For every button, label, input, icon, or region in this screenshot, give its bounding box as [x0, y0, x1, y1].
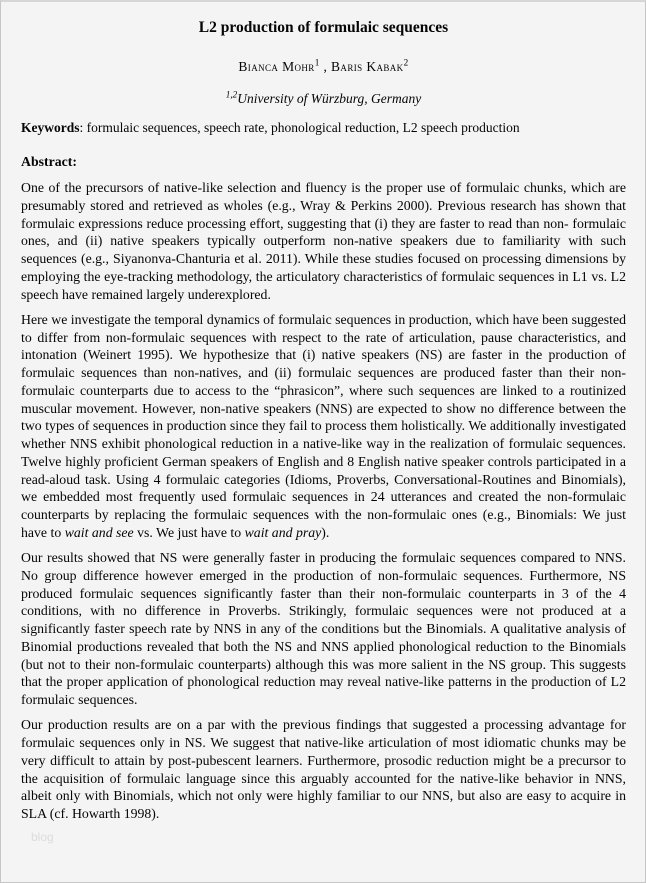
keywords-line: Keywords: formulaic sequences, speech rate, phonological reduction, L2 speech production	[21, 120, 520, 135]
watermark: blog	[31, 830, 54, 844]
abstract-paragraph-1: One of the precursors of native-like selection and fluency is the proper use of formulaic chunks, which are presumably stored and retrieved as wholes (e.g., Wray & Perkins 2000). Previous research has shown that formulaic expressions reduce processing effort, suggesting that (i) they are faster to read than non- formulaic ones, and (ii) native speakers typically outperform non-native speakers due to familiarity with such sequences (e.g., Siyanonva-Chanturia et al. 2011). While these studies focused on processing dimensions by employing the eye-tracking methodology, the articulatory characteristics of formulaic sequences in L1 vs. L2 speech have remained largely underexplored.	[21, 180, 626, 302]
paper-content	[1, 19, 645, 823]
abstract-paragraph-2: Here we investigate the temporal dynamics of formulaic sequences in production, which have been suggested to differ from non-formulaic sequences with respect to the rate of articulation, pause characteristics, and intonation (Weinert 1995). We hypothesize that (i) native speakers (NS) are faster in the production of formulaic sequences than non-natives, and (ii) formulaic sequences are produced faster than their non- formulaic counterparts due to access to the “phrasicon”, where such sequences are linked to a routinized muscular movement. However, non-native speakers (NNS) are expected to show no difference between the two types of sequences in production since they fail to process them holistically. We additionally investigated whether NNS exhibit phonological reduction in a native-like way in the realization of formulaic sequences. Twelve highly proficient German speakers of English and 8 English native speaker controls participated in a read-aloud task. Using 4 formulaic categories (Idioms, Proverbs, Conversational-Routines and Binomials), we embedded most frequently used formulaic sequences in 24 utterances and created the non-formulaic counterparts by replacing the formulaic sequences with the non-formulaic ones (e.g., Binomials: We just have to wait and see vs. We just have to wait and pray).	[21, 311, 626, 540]
abstract-paragraph-4: Our production results are on a par with the previous findings that suggested a processing advantage for formulaic sequences only in NS. We suggest that native-like articulation of most idiomatic chunks may be very difficult to attain by post-pubescent learners. Furthermore, prosodic reduction might be a precursor to the acquisition of formulaic language since this arguably accounted for the native-like behavior in NNS, albeit only with Binomials, which not only were highly familiar to our NNS, but also are easy to acquire in SLA (cf. Howarth 1998).	[21, 717, 626, 821]
page-title: L2 production of formulaic sequences	[198, 19, 449, 36]
abstract-label: Abstract:	[21, 153, 77, 169]
abstract-body	[21, 179, 626, 823]
authors-line: Bianca Mohr$^1$ , Baris Kabak$^2$	[238, 57, 409, 74]
abstract-paragraph-3: Our results showed that NS were generally faster in producing the formulaic sequences compared to NNS. No group difference however emerged in the production of non-formulaic sequences. Furthermore, NS produced formulaic sequences significantly faster than their non-formulaic counterparts in 3 of the 4 conditions, with no difference in Proverbs. Strikingly, formulaic sequences were not produced at a significantly faster speech rate by NNS in any of the conditions but the Binomials. A qualitative analysis of Binomial productions revealed that both the NS and NNS applied phonological reduction to the Binomials (but not to their non-formulaic counterparts) although this was more salient in the NS group. This suggests that the proper application of phonological reduction may reveal native-like patterns in the production of L2 formulaic sequences.	[21, 550, 626, 707]
affiliation-line: $^{1,2}$University of Würzburg, Germany	[225, 89, 422, 106]
